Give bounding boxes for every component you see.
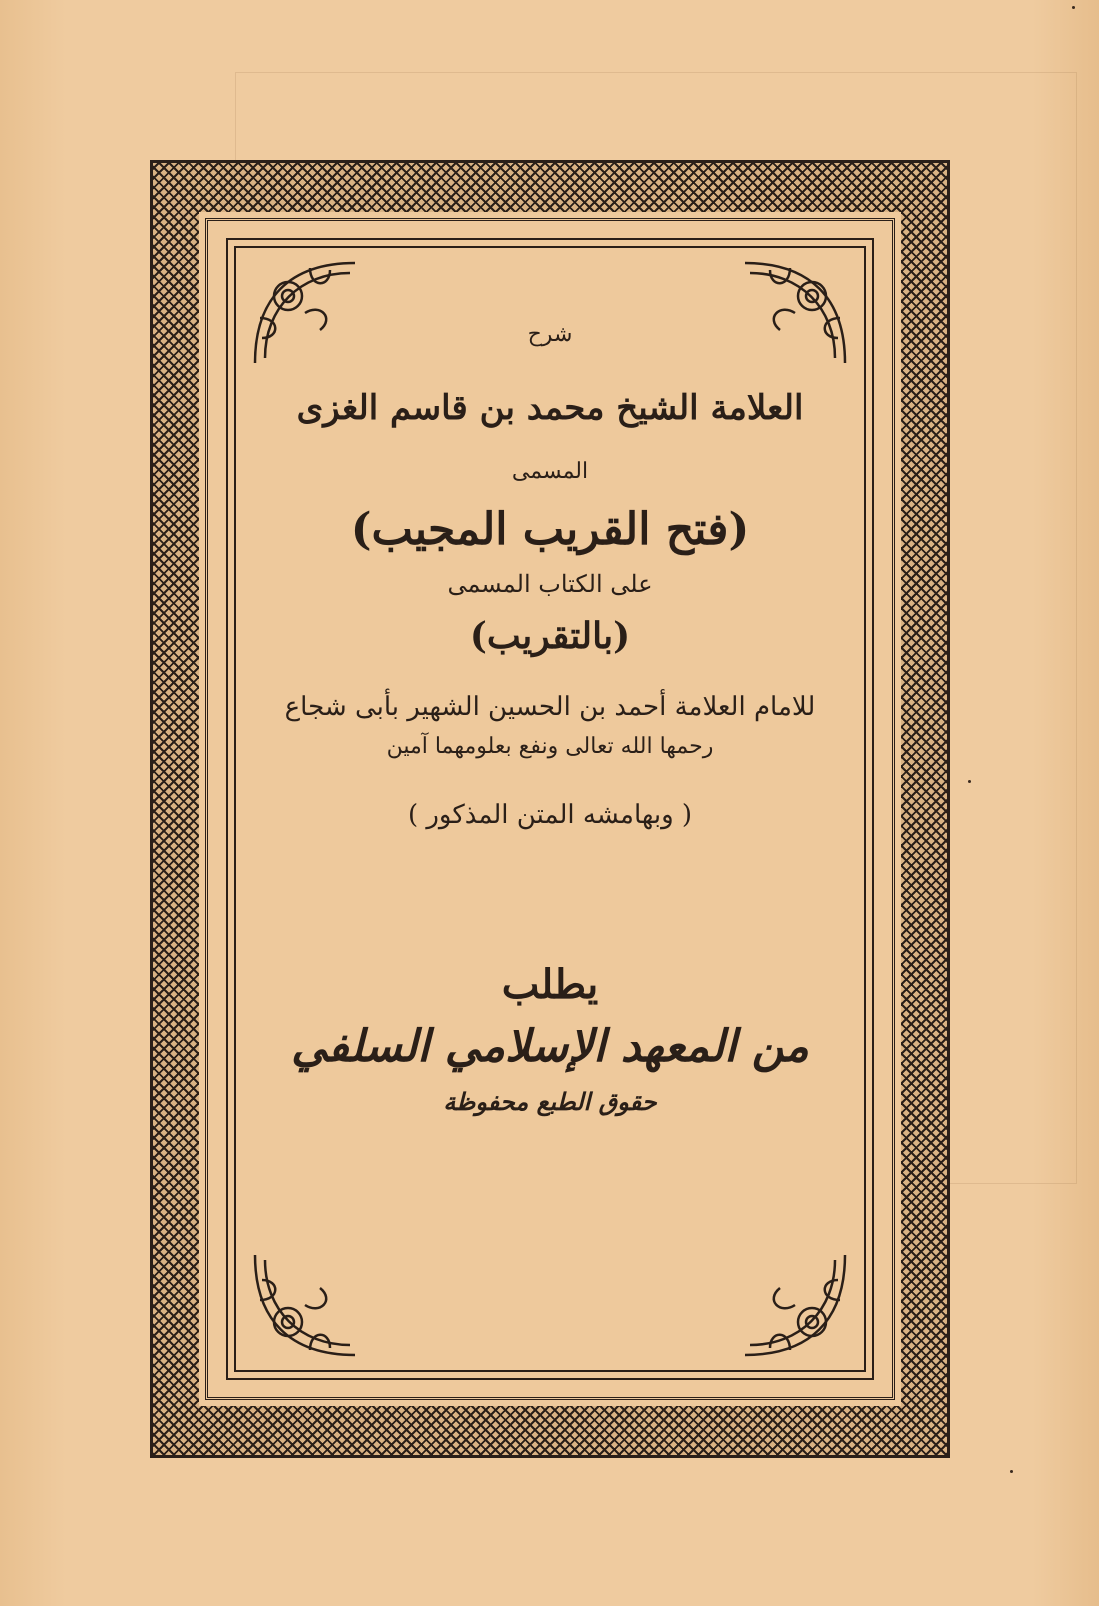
ink-speck <box>1072 6 1075 9</box>
book-title: (فتح القريب المجيب) <box>350 503 750 555</box>
copyright-notice: حقوق الطبع محفوظة <box>443 1086 657 1116</box>
yutlab-label: يطلب <box>501 961 599 1009</box>
corner-ornament-icon <box>250 1250 360 1360</box>
corner-ornament-icon <box>740 1250 850 1360</box>
base-text-title: (بالتقريب) <box>469 615 631 658</box>
imam-line: للامام العلامة أحمد بن الحسين الشهير بأبى شجاع <box>284 692 816 723</box>
cover-text <box>260 300 840 1117</box>
ink-speck <box>1010 1470 1013 1473</box>
prayer-line: رحمها الله تعالى ونفع بعلومهما آمين <box>386 733 714 759</box>
ala-kitab-label: على الكتاب المسمى <box>447 570 653 599</box>
ink-speck <box>968 780 971 783</box>
publisher-name: من المعهد الإسلامي السلفي <box>291 1021 809 1073</box>
musamma-label: المسمى <box>511 459 589 485</box>
sharh-heading: شرح <box>527 322 573 347</box>
author-line: العلامة الشيخ محمد بن قاسم الغزى <box>296 388 804 429</box>
margin-note: ( وبهامشه المتن المذكور ) <box>407 799 693 830</box>
